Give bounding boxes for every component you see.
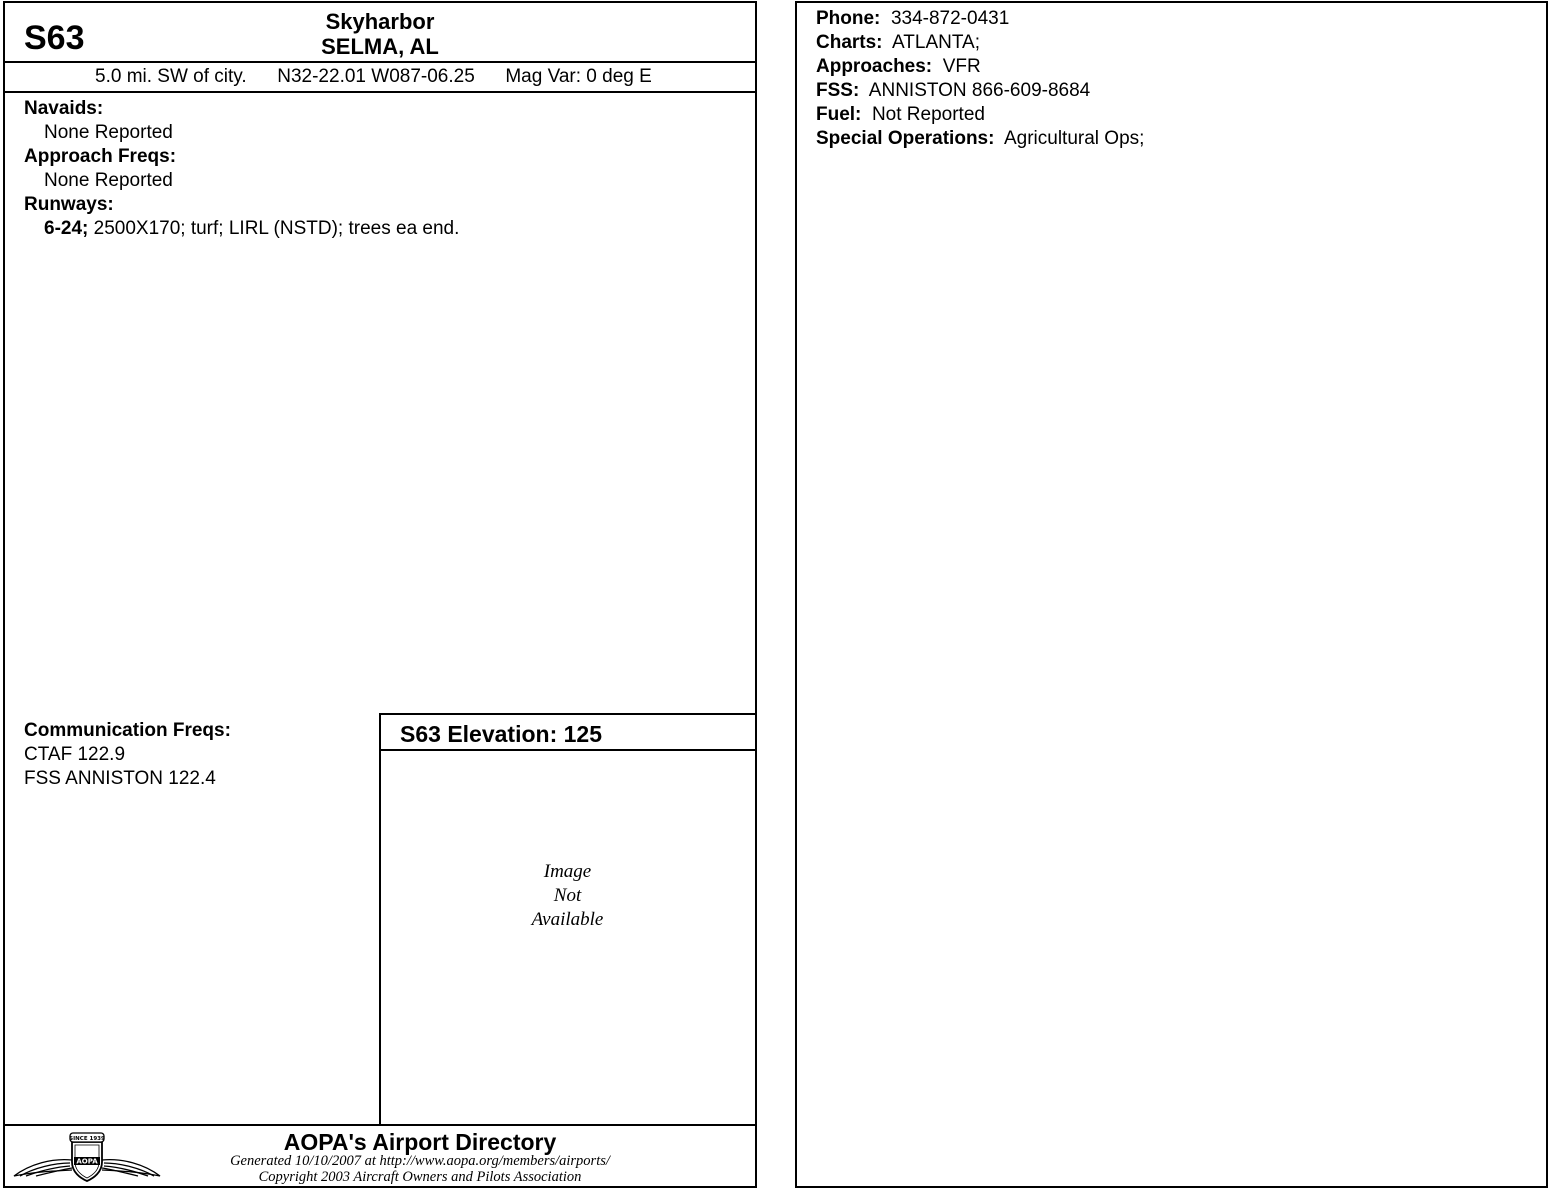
comm-freqs	[24, 719, 231, 791]
info-value: ANNISTON 866-609-8684	[868, 80, 1091, 101]
runway-desc: 2500X170; turf; LIRL (NSTD); trees ea end.	[93, 218, 460, 239]
footer-generated: Generated 10/10/2007 at http://www.aopa.org/members/airports/	[230, 1153, 610, 1169]
runway-item	[24, 217, 744, 241]
info-label: FSS:	[816, 80, 860, 101]
elevation-title: S63 Elevation: 125	[400, 721, 602, 747]
info-row-approaches	[816, 55, 1144, 79]
image-placeholder-line: Available	[531, 909, 604, 930]
info-value: Agricultural Ops;	[1003, 128, 1145, 149]
footer-divider	[3, 1124, 757, 1126]
runway-id: 6-24;	[44, 218, 89, 239]
info-value: 334-872-0431	[890, 8, 1010, 29]
location-line	[95, 65, 652, 89]
comm-freqs-label: Communication Freqs:	[24, 720, 231, 741]
airport-id: S63	[24, 19, 85, 57]
runways-label: Runways:	[24, 194, 114, 215]
airport-info-list	[816, 7, 1144, 151]
airport-name: Skyharbor	[325, 9, 435, 34]
elevation-box-top	[379, 713, 757, 715]
approach-freqs-value: None Reported	[44, 170, 173, 191]
info-label: Special Operations:	[816, 128, 995, 149]
info-row-special-ops	[816, 127, 1144, 151]
footer-copyright: Copyright 2003 Aircraft Owners and Pilots Association	[258, 1169, 582, 1185]
location-distance: 5.0 mi. SW of city.	[95, 66, 247, 87]
location-divider	[3, 91, 757, 93]
info-row-fss	[816, 79, 1144, 103]
info-label: Charts:	[816, 32, 883, 53]
image-placeholder-line: Image	[543, 861, 592, 882]
image-not-available	[380, 860, 755, 932]
aopa-logo	[12, 1130, 162, 1182]
navaids-value: None Reported	[44, 122, 173, 143]
info-value: ATLANTA;	[892, 32, 981, 53]
info-row-fuel	[816, 103, 1144, 127]
comm-freq-item: FSS ANNISTON 122.4	[24, 768, 216, 789]
info-label: Approaches:	[816, 56, 933, 77]
info-label: Fuel:	[816, 104, 862, 125]
info-row-charts	[816, 31, 1144, 55]
info-value: Not Reported	[871, 104, 985, 125]
logo-ribbon-text: SINCE 1939	[69, 1136, 105, 1142]
info-value: VFR	[942, 56, 981, 77]
elevation-title-divider	[379, 749, 757, 751]
footer-title: AOPA's Airport Directory	[283, 1129, 557, 1155]
logo-text: AOPA	[76, 1157, 98, 1166]
airport-card-right	[795, 1, 1548, 1188]
header-divider	[3, 61, 757, 63]
comm-freq-item: CTAF 122.9	[24, 744, 126, 765]
location-magvar: Mag Var: 0 deg E	[505, 66, 652, 87]
navaids-label: Navaids:	[24, 98, 104, 119]
approach-freqs-label: Approach Freqs:	[24, 146, 177, 167]
location-coords: N32-22.01 W087-06.25	[277, 66, 475, 87]
aopa-wings-icon	[12, 1130, 162, 1182]
facility-details	[24, 97, 744, 241]
image-placeholder-line: Not	[553, 885, 582, 906]
info-label: Phone:	[816, 8, 881, 29]
info-row-phone	[816, 7, 1144, 31]
city-state: SELMA, AL	[321, 34, 439, 59]
